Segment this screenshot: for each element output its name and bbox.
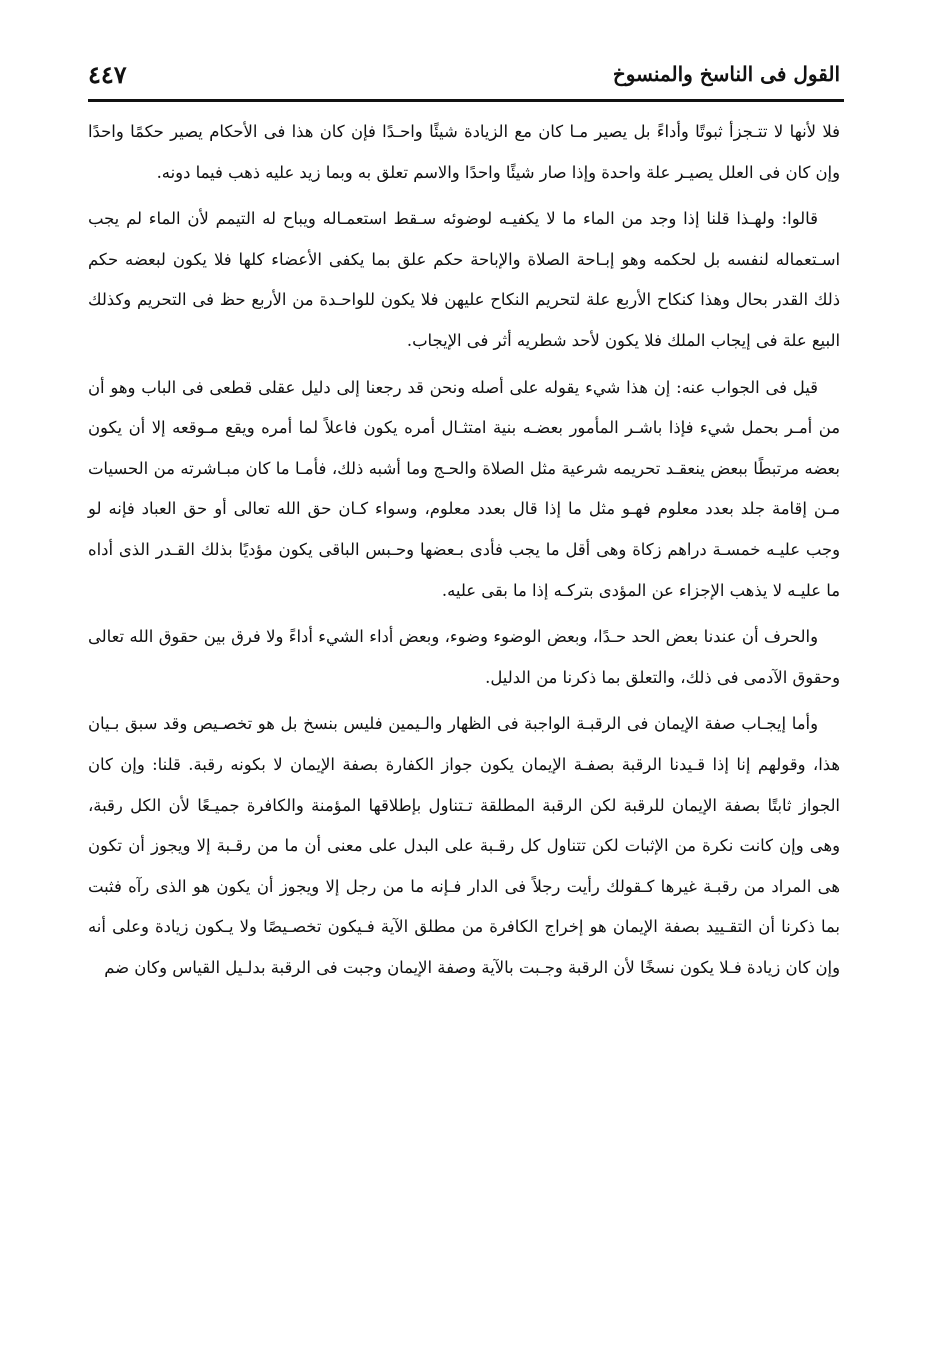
paragraph: قيل فى الجواب عنه: إن هذا شيء يقوله على أصله ونحن قد رجعنا إلى دليل عقلى قطعى فى الباب وهو أن من أمـر بحمل شيء فإذا باشـر المأمور بعضـه بنية امتثـال أمره يكون فاعلاً لما أمره ويقع مـوقعه إلا أن يكون بعضه مرتبطًا ببعض ينعقـد تحريمه شرعية مثل الصلاة والحـج وما أشبه ذلك، فأمـا ما كان مبـاشرته من الحسيات مـن إقامة جلد بعدد معلوم فهـو مثل ما إذا قال بعدد معلوم، وسواء كـان حق الله تعالى أو حق العباد فإنه لو وجب عليـه خمسـة دراهم زكاة وهى أقل ما يجب فأدى بـعضها وحـبس الباقى يكون مؤديًا بذلك القـدر الذى أداه ما عليـه لا يذهب الإجزاء عن المؤدى بتركـه إذا ما بقى عليه.: [88, 377, 840, 600]
paragraph: وأما إيجـاب صفة الإيمان فى الرقبـة الواجبة فى الظهار والـيمين فليس بنسخ بل هو تخصـيص وقد سبق بـيان هذا، وقولهم إنا إذا قـيدنا الرقبة بصفـة الإيمان يكون جواز الكفارة بصفة الإيمان لا بكونه رقبة. قلنا: وإن كان الجواز ثابتًا بصفة الإيمان للرقبة لكن الرقبة المطلقة تـتناول بإطلاقها المؤمنة والكافرة جميـعًا لأن الكل رقبة، وهى وإن كانت نكرة من الإثبات لكن تتناول كل رقـبة على البدل على معنى أن ما من رقـبة إلا ويجوز أن تكون هى المراد من رقبـة غيرها كـقولك رأيت رجلاً فى الدار فـإنه ما من رجل إلا ويجوز أن يكون هو الذى رآه فثبت بما ذكرنا أن التقـييد بصفة الإيمان هو إخراج الكافرة من مطلق الآية فـيكون تخصـيصًا ولا يـكون زيادة وعلى أنه وإن كان زيادة فـلا يكون نسخًا لأن الرقبة وجـبت بالآية وصفة الإيمان وجبت فى الرقبة بدلـيل القياس وكان ضم: [88, 714, 840, 977]
paragraph: قالوا: ولهـذا قلنا إذا وجد من الماء ما لا يكفيـه لوضوئه سـقط استعمـاله ويباح له التيمم لأن الماء لم يجب اسـتعماله لنفسه بل لحكمه وهو إبـاحة الصلاة والإباحة حكم علق بما يكفى الأعضاء كلها فلا يكون لبعضه حكم ذلك القدر بحال وهذا كنكاح الأربع علة لتحريم النكاح عليهن فلا يكون للواحـدة من الأربع حظ فى التحريم وكذلك البيع علة فى إيجاب الملك فلا يكون لأحد شطريه أثر فى الإيجاب.: [88, 209, 840, 350]
paragraph: والحرف أن عندنا بعض الحد حـدًا، وبعض الوضوء وضوء، وبعض أداء الشيء أداءً ولا فرق بين حقوق الله تعالى وحقوق الآدمى فى ذلك، والتعلق بما ذكرنا من الدليل.: [88, 627, 840, 687]
header-rule: [88, 99, 844, 102]
page-number: ٤٤٧: [88, 60, 127, 89]
running-title: القول فى الناسخ والمنسوخ: [612, 62, 840, 86]
paragraph: فلا لأنها لا تتـجزأ ثبوتًا وأداءً بل يصير مـا كان مع الزيادة شيئًا واحـدًا فإن كان هذا فى الأحكام يصير حكمًا واحدًا وإن كان فى العلل يصيـر علة واحدة وإذا صار شيئًا واحدًا والاسم تعلق به وبما زيد عليه ذهب فيما دونه.: [88, 122, 840, 182]
page-header: [88, 58, 840, 98]
body-text: [88, 112, 840, 988]
